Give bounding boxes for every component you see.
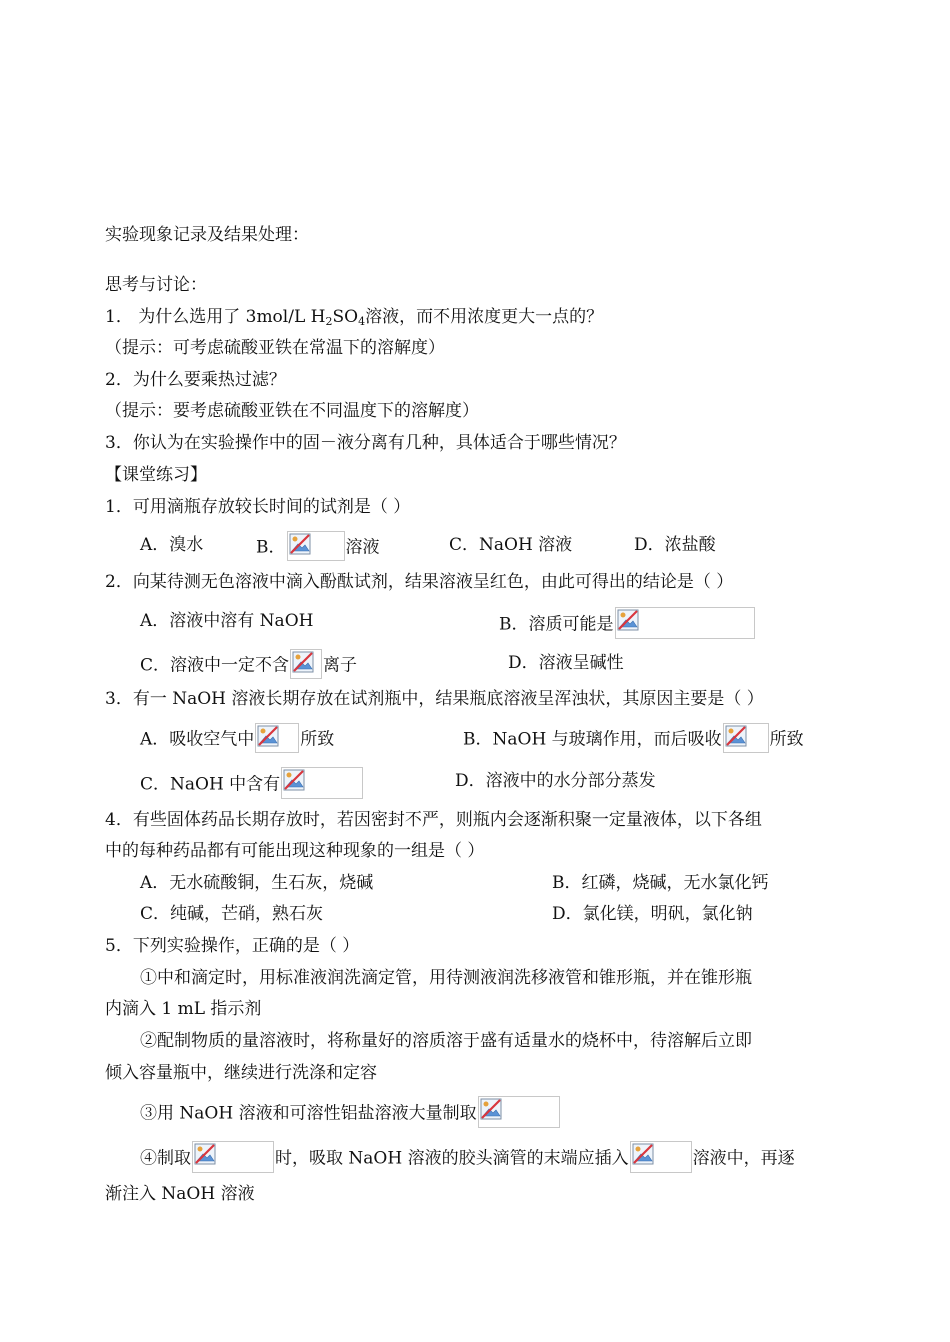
practice-3-option-d: D．溶液中的水分部分蒸发	[455, 771, 656, 791]
practice-4-option-d: D．氯化镁，明矾，氯化钠	[552, 904, 753, 924]
practice-3-stem: 3．有一 NaOH 溶液长期存放在试剂瓶中，结果瓶底溶液呈浑浊状，其原因主要是（ ）	[105, 689, 764, 709]
broken-image-icon	[289, 533, 311, 555]
formula-image	[287, 531, 345, 561]
discussion-question-3: 3．你认为在实验操作中的固－液分离有几种，具体适合于哪些情况？	[105, 433, 626, 453]
practice-5-option-4-line-1: ④制取 时，吸取 NaOH 溶液的胶头滴管的末端应插入 溶液中，再逐	[140, 1143, 795, 1175]
practice-4-stem-line-2: 中的每种药品都有可能出现这种现象的一组是（ ）	[105, 841, 485, 861]
formula-image	[290, 649, 322, 679]
practice-2-option-c: C．溶液中一定不含 离子	[140, 651, 357, 681]
practice-4-option-b: B．红磷，烧碱，无水氯化钙	[552, 873, 769, 893]
practice-3-option-c: C．NaOH 中含有	[140, 769, 364, 801]
discussion-question-1: 1． 为什么选用了 3mol/L $H_2SO_4$溶液，而不用浓度更大一点的？	[105, 307, 604, 328]
practice-5-option-2-line-1: ②配制物质的量溶液时，将称量好的溶质溶于盛有适量水的烧杯中，待溶解后立即	[140, 1031, 752, 1051]
broken-image-icon	[257, 725, 279, 747]
practice-4-option-c: C．纯碱，芒硝，熟石灰	[140, 904, 324, 924]
practice-1-stem: 1．可用滴瓶存放较长时间的试剂是（ ）	[105, 497, 411, 517]
practice-2-option-b: B．溶质可能是	[499, 609, 756, 641]
formula-image	[630, 1141, 692, 1173]
practice-3-option-b: B．NaOH 与玻璃作用，而后吸收 所致	[463, 725, 804, 755]
practice-1-option-c: C．NaOH 溶液	[449, 535, 573, 555]
broken-image-icon	[725, 725, 747, 747]
practice-5-option-3: ③用 NaOH 溶液和可溶性铝盐溶液大量制取	[140, 1098, 561, 1130]
broken-image-icon	[292, 651, 314, 673]
practice-5-option-2-line-2: 倾入容量瓶中，继续进行洗涤和定容	[105, 1063, 377, 1083]
practice-2-option-d: D．溶液呈碱性	[508, 653, 624, 673]
discussion-question-2: 2．为什么要乘热过滤？	[105, 370, 286, 390]
broken-image-icon	[283, 769, 305, 791]
practice-2-option-a: A．溶液中溶有 NaOH	[140, 611, 314, 631]
practice-1-option-d: D．浓盐酸	[634, 535, 716, 555]
practice-4-option-a: A．无水硫酸铜，生石灰，烧碱	[140, 873, 374, 893]
practice-1-option-b: B． 溶液	[256, 533, 380, 563]
practice-5-option-1-line-2: 内滴入 1 mL 指示剂	[105, 999, 262, 1019]
formula-image	[478, 1096, 560, 1128]
formula-image	[192, 1141, 274, 1173]
broken-image-icon	[194, 1143, 216, 1165]
practice-title: 【课堂练习】	[105, 465, 207, 485]
formula-image	[723, 723, 769, 753]
practice-4-stem-line-1: 4．有些固体药品长期存放时，若因密封不严，则瓶内会逐渐积聚一定量液体，以下各组	[105, 810, 762, 830]
heading-record: 实验现象记录及结果处理：	[105, 225, 309, 245]
broken-image-icon	[480, 1098, 502, 1120]
discussion-hint-2: （提示：要考虑硫酸亚铁在不同温度下的溶解度）	[105, 401, 479, 421]
broken-image-icon	[617, 609, 639, 631]
formula-image	[615, 607, 755, 639]
practice-5-option-4-line-2: 渐注入 NaOH 溶液	[105, 1184, 255, 1204]
formula-image	[255, 723, 299, 753]
practice-5-stem: 5．下列实验操作，正确的是（ ）	[105, 936, 360, 956]
broken-image-icon	[632, 1143, 654, 1165]
practice-5-option-1-line-1: ①中和滴定时，用标准液润洗滴定管，用待测液润洗移液管和锥形瓶，并在锥形瓶	[140, 968, 752, 988]
discussion-hint-1: （提示：可考虑硫酸亚铁在常温下的溶解度）	[105, 338, 445, 358]
heading-discuss: 思考与讨论：	[105, 275, 207, 295]
practice-1-option-a: A．溴水	[140, 535, 204, 555]
practice-3-option-a: A．吸收空气中 所致	[140, 725, 334, 755]
formula-image	[281, 767, 363, 799]
practice-2-stem: 2．向某待测无色溶液中滴入酚酞试剂，结果溶液呈红色，由此可得出的结论是（ ）	[105, 572, 734, 592]
